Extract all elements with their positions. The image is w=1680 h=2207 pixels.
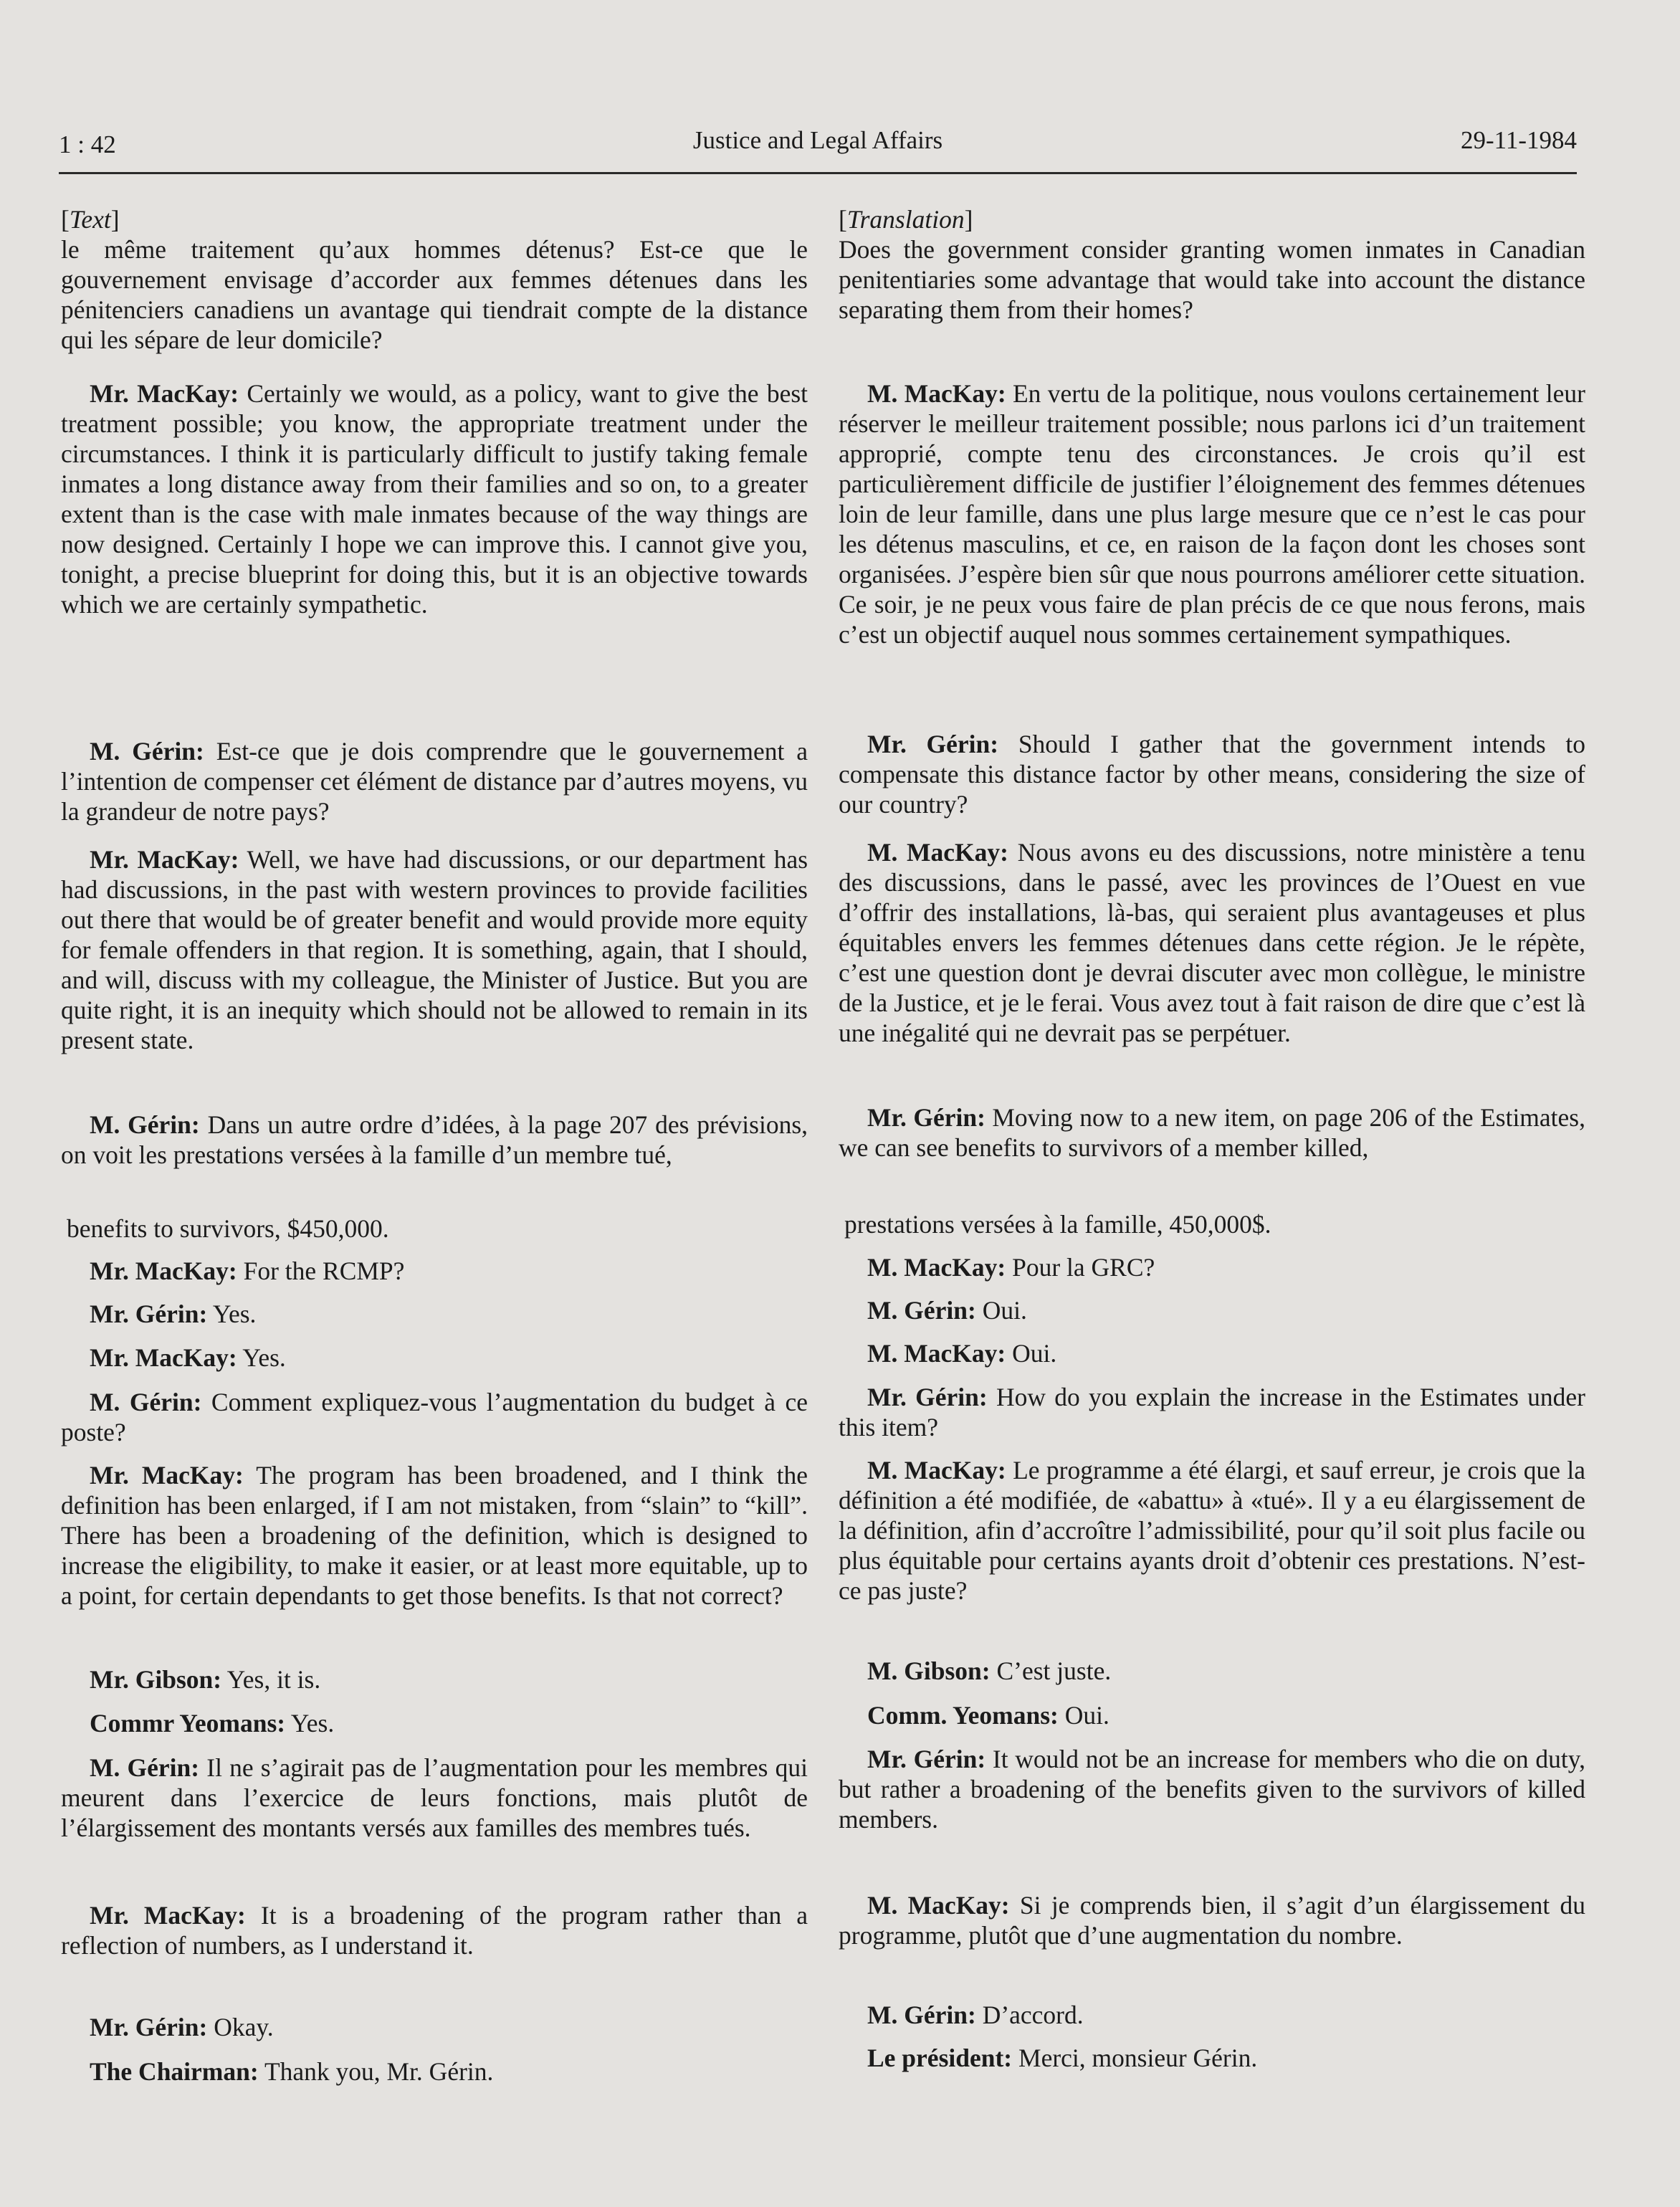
paragraph: Does the government consider granting women inmates in Canadian penitentiaries some advantage that would take into account the distance separating them from their homes? (839, 235, 1585, 324)
speaker-name: M. Gérin: (90, 1388, 202, 1416)
speaker-name: Mr. Gérin: (90, 2013, 208, 2041)
paragraph: Mr. Gérin: Should I gather that the government intends to compensate this distance factor by other means, considering the size of our country? (839, 730, 1586, 819)
paragraph: M. MacKay: Si je comprends bien, il s’agit d’un élargissement du programme, plutôt que d’une augmentation du nombre. (839, 1891, 1585, 1950)
speaker-name: Commr Yeomans: (90, 1709, 286, 1738)
speaker-name: M. Gérin: (90, 1110, 200, 1139)
paragraph: Commr Yeomans: Yes. (90, 1709, 335, 1738)
section-tag-text: [Text] (61, 205, 120, 234)
speaker-name: M. MacKay: (867, 1253, 1006, 1282)
paragraph: benefits to survivors, $450,000. (67, 1214, 389, 1243)
speaker-name: Mr. MacKay: (90, 1461, 244, 1489)
speaker-name: M. Gibson: (867, 1657, 991, 1685)
speaker-name: Mr. Gérin: (867, 1103, 985, 1132)
paragraph: Comm. Yeomans: Oui. (867, 1701, 1109, 1730)
paragraph: M. MacKay: En vertu de la politique, nous voulons certainement leur réserver le meilleur traitement possible; nous parlons ici d’un traitement approprié, compte tenu des circonstances. Je crois qu’il est particulièrement difficile de justifier l’éloignement des femmes détenues loin de leur famille, dans une plus large mesure que ce n’est le cas pour les détenus masculins, et ce, en raison de la façon dont les choses sont organisées. J’espère bien sûr que nous pourrons améliorer cette situation. Ce soir, je ne peux vous faire de plan précis de ce que nous ferons, mais c’est un objectif auquel nous sommes certainement sympathiques. (839, 379, 1585, 649)
paragraph: The Chairman: Thank you, Mr. Gérin. (90, 2057, 494, 2086)
paragraph: Mr. MacKay: Certainly we would, as a policy, want to give the best treatment possible; you know, the appropriate treatment under the circumstances. I think it is particularly difficult to justify taking female inmates a long distance away from their families and so on, to a greater extent than is the case with male inmates because of the way things are now designed. Certainly I hope we can improve this. I cannot give you, tonight, a precise blueprint for doing this, but it is an objective towards which we are certainly sympathetic. (61, 379, 808, 619)
speaker-name: M. MacKay: (867, 1456, 1006, 1484)
page-header (59, 122, 1577, 174)
paragraph: M. Gérin: Comment expliquez-vous l’augmentation du budget à ce poste? (61, 1388, 808, 1446)
paragraph: M. Gérin: Oui. (867, 1296, 1027, 1325)
paragraph: M. MacKay: Oui. (867, 1339, 1057, 1368)
paragraph: prestations versées à la famille, 450,000$. (844, 1210, 1271, 1239)
running-title: Justice and Legal Affairs (692, 126, 943, 154)
speaker-name: M. MacKay: (867, 1339, 1006, 1368)
paragraph: M. Gibson: C’est juste. (867, 1657, 1112, 1685)
paragraph: M. MacKay: Pour la GRC? (867, 1253, 1155, 1282)
speaker-name: M. Gérin: (90, 1753, 200, 1782)
speaker-name: Mr. Gérin: (90, 1300, 208, 1328)
speaker-name: M. MacKay: (867, 379, 1006, 408)
paragraph: Le président: Merci, monsieur Gérin. (867, 2044, 1258, 2072)
speaker-name: Mr. Gérin: (867, 730, 999, 758)
speaker-name: Mr. Gérin: (867, 1383, 988, 1411)
paragraph: Mr. Gérin: How do you explain the increase in the Estimates under this item? (839, 1383, 1586, 1441)
sitting-date: 29-11-1984 (1460, 126, 1577, 154)
speaker-name: The Chairman: (90, 2057, 259, 2086)
paragraph: M. Gérin: Il ne s’agirait pas de l’augmentation pour les membres qui meurent dans l’exercice de leurs fonctions, mais plutôt de l’élargissement des montants versés aux familles des membres tués. (61, 1753, 808, 1842)
paragraph: Mr. MacKay: Well, we have had discussions, or our department has had discussions, in the past with western provinces to provide facilities out there that would be of greater benefit and would provide more equity for female offenders in that region. It is something, again, that I should, and will, discuss with my colleague, the Minister of Justice. But you are quite right, it is an inequity which should not be allowed to remain in its present state. (61, 845, 808, 1054)
paragraph: Mr. MacKay: It is a broadening of the program rather than a reflection of numbers, as I understand it. (61, 1901, 808, 1960)
paragraph: Mr. MacKay: The program has been broadened, and I think the definition has been enlarged, if I am not mistaken, from “slain” to “kill”. There has been a broadening of the definition, which is designed to increase the eligibility, to make it easier, or at least more equitable, up to a point, for certain dependants to get those benefits. Is that not correct? (61, 1461, 808, 1610)
paragraph: Mr. Gérin: Moving now to a new item, on page 206 of the Estimates, we can see benefits to survivors of a member killed, (839, 1103, 1585, 1162)
paragraph: M. MacKay: Le programme a été élargi, et sauf erreur, je crois que la définition a été modifiée, de «abattu» à «tué». Il y a eu élargissement de la définition, afin d’accroître l’admissibilité, pour qu’il soit plus facile ou plus équitable pour certains ayants droit d’obtenir ces prestations. N’est-ce pas juste? (839, 1456, 1585, 1605)
paragraph: M. Gérin: Dans un autre ordre d’idées, à la page 207 des prévisions, on voit les prestations versées à la famille d’un membre tué, (61, 1110, 808, 1169)
page-number: 1 : 42 (59, 130, 116, 158)
speaker-name: M. MacKay: (867, 838, 1008, 867)
section-tag-translation: [Translation] (839, 205, 973, 234)
paragraph: M. MacKay: Nous avons eu des discussions, notre ministère a tenu des discussions, dans le passé, avec les provinces de l’Ouest en vue d’offrir des installations, là-bas, qui seraient plus avantageuses et plus équitables envers les femmes détenues dans cette région. Je le répète, c’est une question dont je devrai discuter avec mon collègue, le ministre de la Justice, et je le ferai. Vous avez tout à fait raison de dire que c’est là une inégalité qui ne devrait pas se perpétuer. (839, 838, 1585, 1047)
paragraph: Mr. Gibson: Yes, it is. (90, 1665, 321, 1694)
speaker-name: M. Gérin: (867, 1296, 976, 1325)
paragraph: Mr. MacKay: Yes. (90, 1343, 286, 1372)
speaker-name: Mr. MacKay: (90, 845, 239, 874)
speaker-name: Le président: (867, 2044, 1013, 2072)
speaker-name: Comm. Yeomans: (867, 1701, 1059, 1730)
speaker-name: Mr. Gibson: (90, 1665, 222, 1694)
paragraph: Mr. Gérin: Okay. (90, 2013, 274, 2041)
speaker-name: M. MacKay: (867, 1891, 1010, 1920)
speaker-name: M. Gérin: (867, 2001, 976, 2029)
speaker-name: Mr. MacKay: (90, 379, 239, 408)
paragraph: Mr. Gérin: It would not be an increase for members who die on duty, but rather a broadening of the benefits given to the survivors of killed members. (839, 1745, 1586, 1834)
speaker-name: Mr. MacKay: (90, 1901, 246, 1930)
speaker-name: M. Gérin: (90, 737, 204, 766)
speaker-name: Mr. MacKay: (90, 1257, 237, 1285)
paragraph: Mr. Gérin: Yes. (90, 1300, 257, 1328)
paragraph: M. Gérin: D’accord. (867, 2001, 1084, 2029)
paragraph: M. Gérin: Est-ce que je dois comprendre que le gouvernement a l’intention de compenser cet élément de distance par d’autres moyens, vu la grandeur de notre pays? (61, 737, 808, 826)
paragraph: Mr. MacKay: For the RCMP? (90, 1257, 405, 1285)
speaker-name: Mr. MacKay: (90, 1343, 237, 1372)
paragraph: le même traitement qu’aux hommes détenus? Est-ce que le gouvernement envisage d’accorder aux femmes détenues dans les pénitenciers canadiens un avantage qui tiendrait compte de la distance qui les sépare de leur domicile? (61, 235, 808, 354)
speaker-name: Mr. Gérin: (867, 1745, 986, 1773)
